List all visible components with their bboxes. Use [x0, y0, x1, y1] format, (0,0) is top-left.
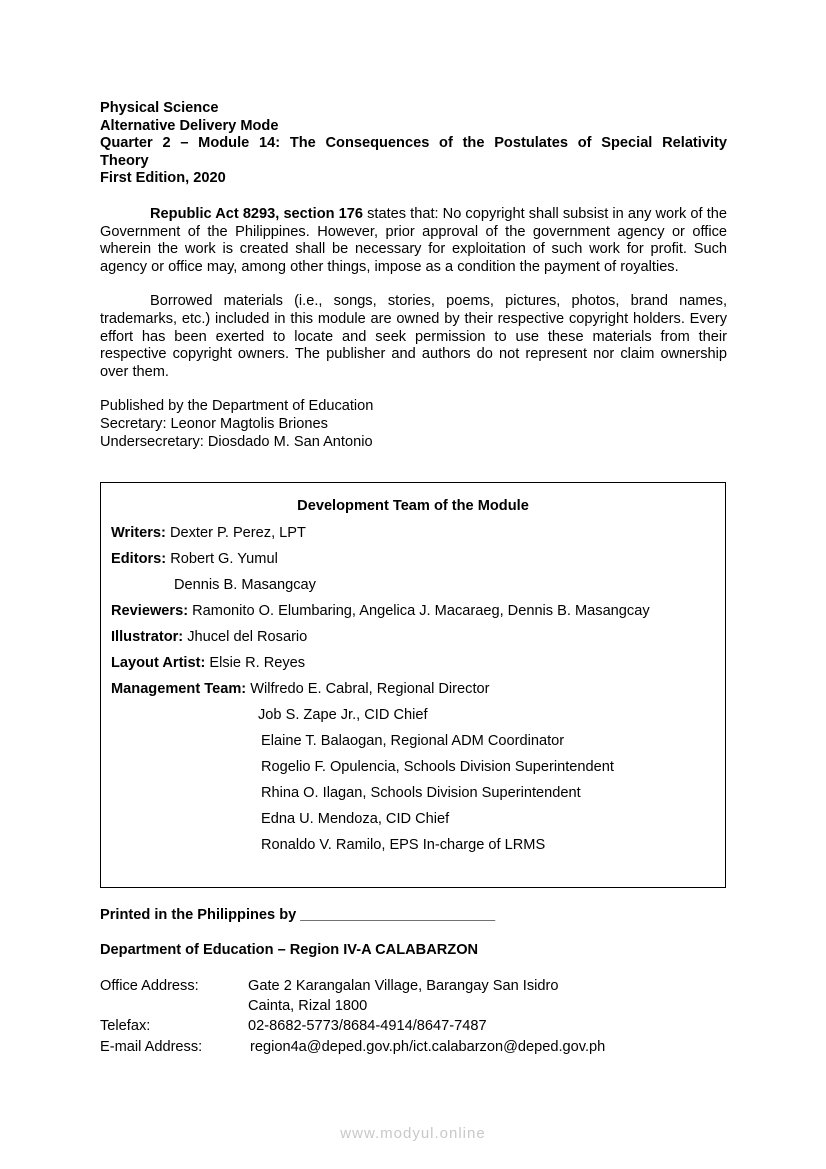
reviewers-value: Ramonito O. Elumbaring, Angelica J. Macaraeg, Dennis B. Masangcay [188, 603, 650, 619]
development-team-box [100, 482, 726, 888]
copyright-page [100, 100, 727, 451]
management-label: Management Team: [111, 681, 247, 697]
printed-by: Printed in the Philippines by ________________________ [100, 907, 496, 923]
illustrator-label: Illustrator: [111, 629, 184, 645]
layout-artist-value: Elsie R. Reyes [205, 655, 306, 671]
layout-artist-label: Layout Artist: [111, 655, 206, 671]
email-label: E-mail Address: [100, 1039, 203, 1055]
reviewers-label: Reviewers: [111, 603, 189, 619]
telefax-value: 02-8682-5773/8684-4914/8647-7487 [248, 1018, 487, 1034]
law-text: states that: No copyright shall subsist in any work of the Government of the Philippines. However, prior approval of the government agency or office wherein the work is created shall be necessary for exploitation of such work for profit. Such agency or office may, among other things, impose as a condition the payment of royalties. [100, 205, 727, 275]
management-member: Job S. Zape Jr., CID Chief [258, 707, 428, 723]
watermark: www.modyul.online [340, 1125, 486, 1142]
office-address-label: Office Address: [100, 978, 199, 994]
writers-value: Dexter P. Perez, LPT [165, 525, 306, 541]
module-title-line2: Theory [100, 152, 149, 169]
management-member: Elaine T. Balaogan, Regional ADM Coordinator [261, 733, 565, 749]
borrowed-materials-paragraph: Borrowed materials (i.e., songs, stories, poems, pictures, photos, brand names, trademarks, etc.) included in this module are owned by their respective copyright holders. Every effort has been exerted to locate and seek permission to use these materials from their respective copyright owners. The publisher and authors do not represent nor claim ownership over them. [100, 293, 727, 380]
writers-row [111, 525, 306, 543]
region-office: Department of Education – Region IV-A CALABARZON [100, 942, 479, 958]
reviewers-row [111, 603, 650, 621]
illustrator-row [111, 629, 307, 647]
office-address-line2: Cainta, Rizal 1800 [248, 998, 368, 1014]
illustrator-value: Jhucel del Rosario [183, 629, 308, 645]
team-title: Development Team of the Module [297, 498, 529, 514]
delivery-mode: Alternative Delivery Mode [100, 117, 279, 134]
management-member: Edna U. Mendoza, CID Chief [261, 811, 450, 827]
management-member: Wilfredo E. Cabral, Regional Director [246, 681, 490, 697]
edition: First Edition, 2020 [100, 170, 226, 187]
editors-row [111, 551, 278, 569]
published-by: Published by the Department of Education [100, 398, 374, 415]
law-reference: Republic Act 8293, section 176 [150, 205, 363, 222]
telefax-label: Telefax: [100, 1018, 151, 1034]
office-address-line1: Gate 2 Karangalan Village, Barangay San Isidro [248, 978, 559, 994]
module-title-line1: Quarter 2 – Module 14: The Consequences of the Postulates of Special Relativity [100, 135, 727, 152]
editor-2: Dennis B. Masangcay [174, 577, 316, 593]
subject-title: Physical Science [100, 100, 219, 116]
management-member: Ronaldo V. Ramilo, EPS In-charge of LRMS [261, 837, 546, 853]
undersecretary: Undersecretary: Diosdado M. San Antonio [100, 433, 373, 450]
layout-artist-row [111, 655, 305, 673]
secretary: Secretary: Leonor Magtolis Briones [100, 415, 328, 432]
module-title-block [100, 100, 727, 188]
copyright-paragraph [100, 206, 727, 276]
editor-1: Robert G. Yumul [166, 551, 278, 567]
management-member: Rhina O. Ilagan, Schools Division Superintendent [261, 785, 581, 801]
editors-label: Editors: [111, 551, 167, 567]
management-row [111, 681, 489, 699]
management-member: Rogelio F. Opulencia, Schools Division Superintendent [261, 759, 614, 775]
email-value: region4a@deped.gov.ph/ict.calabarzon@deped.gov.ph [250, 1039, 606, 1055]
publisher-info [100, 398, 727, 451]
writers-label: Writers: [111, 525, 166, 541]
